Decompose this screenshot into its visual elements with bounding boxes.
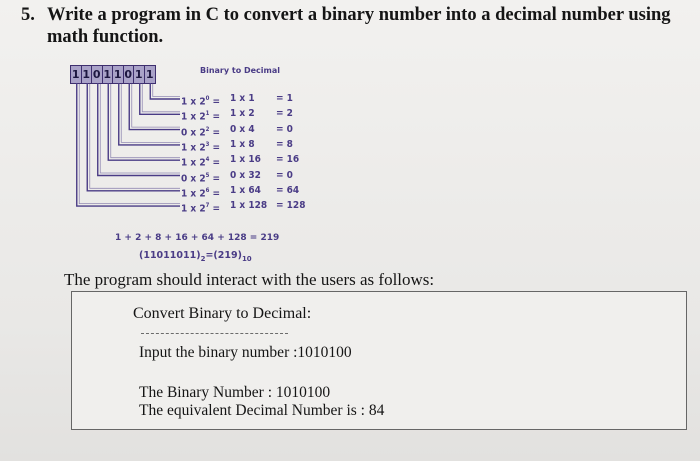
power-result: = 16 [276, 154, 300, 166]
conversion-binary-base: 2 [200, 254, 206, 263]
power-bit: 1 x 2 [181, 96, 206, 108]
power-result: = 0 [276, 123, 293, 135]
connector-line-shadow [132, 83, 180, 127]
power-bit: 1 x 2 [181, 157, 206, 169]
power-product: 1 x 8 [230, 138, 255, 150]
power-term: 1 x $2^4$ = [181, 156, 221, 169]
conversion-result [139, 250, 252, 263]
power-product: 1 x 1 [230, 93, 255, 104]
power-exponent: 5 [205, 171, 210, 179]
power-result: = 8 [276, 138, 293, 150]
sample-output-box [71, 291, 687, 430]
power-bit: 0 x 2 [181, 126, 206, 138]
power-result: = 64 [276, 184, 300, 196]
sample-output-line-1: The Binary Number : 1010100 [139, 384, 331, 401]
connector-line-shadow [142, 83, 180, 112]
sample-title: Convert Binary to Decimal: [133, 305, 312, 322]
connector-line-shadow [153, 83, 180, 97]
power-product: 0 x 4 [230, 123, 255, 135]
power-bit: 1 x 2 [181, 188, 206, 200]
power-result: = 0 [276, 169, 293, 181]
conversion-decimal: (219) [213, 250, 242, 261]
sum-line: 1 + 2 + 8 + 16 + 64 + 128 = 219 [115, 233, 280, 243]
question-line-1: Write a program in C to convert a binary number into a decimal number using [47, 5, 671, 25]
bit-box: 1 [113, 68, 122, 81]
power-term: 0 x $2^2$ = [181, 125, 221, 138]
power-product: 1 x 128 [230, 200, 268, 212]
bit-box: 1 [71, 68, 80, 81]
power-bit: 1 x 2 [181, 203, 206, 215]
power-result: = 128 [276, 200, 306, 212]
question-number: 5. [21, 5, 35, 25]
bit-box: 1 [134, 68, 143, 81]
power-product: 1 x 64 [230, 184, 261, 196]
bit-box: 0 [124, 68, 133, 81]
dashed-divider [141, 333, 288, 334]
question-line-2: math function. [47, 27, 164, 47]
power-term: 1 x $2^6$ = [181, 186, 221, 200]
sample-output-line-2: The equivalent Decimal Number is : 84 [139, 402, 385, 419]
bit-box: 1 [145, 68, 154, 81]
connector-line [129, 83, 180, 130]
power-exponent: 3 [205, 140, 210, 148]
bit-box: 1 [82, 68, 91, 81]
power-bit: 1 x 2 [181, 142, 206, 154]
power-exponent: 1 [205, 110, 210, 118]
conversion-decimal-base: 10 [241, 254, 252, 263]
power-product: 0 x 32 [230, 169, 261, 181]
power-exponent: 0 [205, 95, 210, 102]
power-result: = 2 [276, 108, 293, 120]
power-bit: 0 x 2 [181, 172, 206, 184]
power-exponent: 4 [205, 156, 210, 164]
power-exponent: 2 [205, 125, 210, 133]
bit-box: 0 [92, 68, 101, 81]
intro-text: The program should interact with the users as follows: [64, 270, 435, 289]
power-term: 1 x $2^7$ = [181, 202, 221, 215]
power-term: 0 x $2^5$ = [181, 171, 221, 184]
power-exponent: 6 [205, 186, 210, 194]
power-term: 1 x $2^1$ = [181, 110, 221, 123]
power-product: 1 x 2 [230, 108, 255, 120]
conversion-binary: (11011011) [139, 250, 201, 261]
power-term: 1 x $2^0$ = [181, 95, 221, 108]
bit-box: 1 [103, 68, 112, 81]
power-term: 1 x $2^3$ = [181, 140, 221, 154]
power-result: = 1 [276, 93, 293, 104]
diagram-title: Binary to Decimal [200, 66, 281, 75]
power-bit: 1 x 2 [181, 111, 206, 123]
power-product: 1 x 16 [230, 154, 261, 166]
conversion-equals: = [205, 250, 214, 261]
sample-input-line: Input the binary number :1010100 [139, 344, 352, 361]
power-exponent: 7 [205, 202, 210, 210]
